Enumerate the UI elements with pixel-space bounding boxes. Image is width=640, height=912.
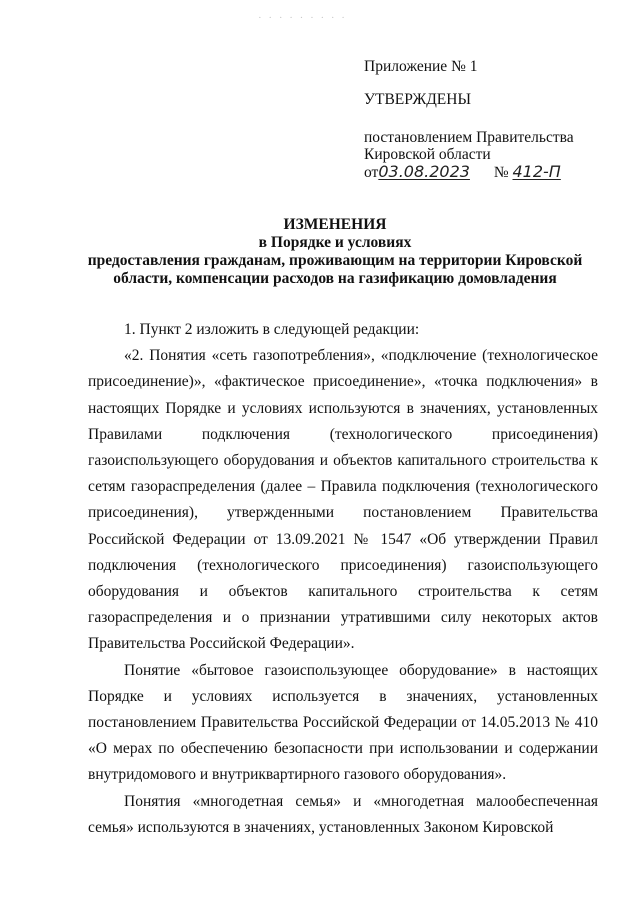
paragraph-2: «2. Понятия «сеть газопотребления», «подключение (технологическое присоединение)», «фактическое присоединение», «точка подключения» в настоящих Порядке и условиях используются в значениях, установленных Правилами подключения (технологического присоединения) газоиспользующего оборудования и объектов капитального строительства к сетям газораспределения (далее – Правила подключения (технологического присоединения), утвержденными постановлением Правительства Российской Федерации от 13.09.2021 № 1547 «Об утверждении Правил подключения (технологического присоединения) газоиспользующего оборудования и объектов капитального строительства к сетям газораспределения и о признании утратившими силу некоторых актов Правительства Российской Федерации». [88, 347, 598, 653]
title-line-4: области, компенсации расходов на газификацию домовладения [113, 270, 557, 287]
annex-label: Приложение № 1 [364, 58, 478, 75]
title-main: ИЗМЕНЕНИЯ [283, 216, 387, 233]
scan-artifact: · · · · · · · · · [258, 12, 347, 24]
document-title [70, 216, 600, 288]
approved-label: УТВЕРЖДЕНЫ [364, 91, 471, 108]
title-line-2: в Порядке и условиях [258, 234, 412, 251]
document-body [88, 317, 598, 841]
resolution-line-2: Кировской области [364, 146, 491, 163]
paragraph-1: 1. Пункт 2 изложить в следующей редакции: [124, 321, 420, 338]
approval-block [364, 58, 624, 181]
handwritten-number: 412-П [512, 162, 561, 181]
date-number-row [364, 163, 624, 181]
paragraph-3: Понятие «бытовое газоиспользующее оборудование» в настоящих Порядке и условиях используется в значениях, установленных постановлением Правительства Российской Федерации от 14.05.2013 № 410 «О мерах по обеспечению безопасности при использовании и содержании внутридомового и внутриквартирного газового оборудования». [88, 661, 598, 784]
from-prefix: от [364, 164, 379, 181]
handwritten-date: 03.08.2023 [378, 162, 470, 181]
paragraph-4: Понятия «многодетная семья» и «многодетная малообеспеченная семья» используются в значениях, установленных Законом Кировской [88, 792, 598, 836]
resolution-line-1: постановлением Правительства [364, 129, 574, 146]
title-line-3: предоставления гражданам, проживающим на территории Кировской [87, 252, 583, 269]
number-prefix: № [493, 164, 509, 181]
